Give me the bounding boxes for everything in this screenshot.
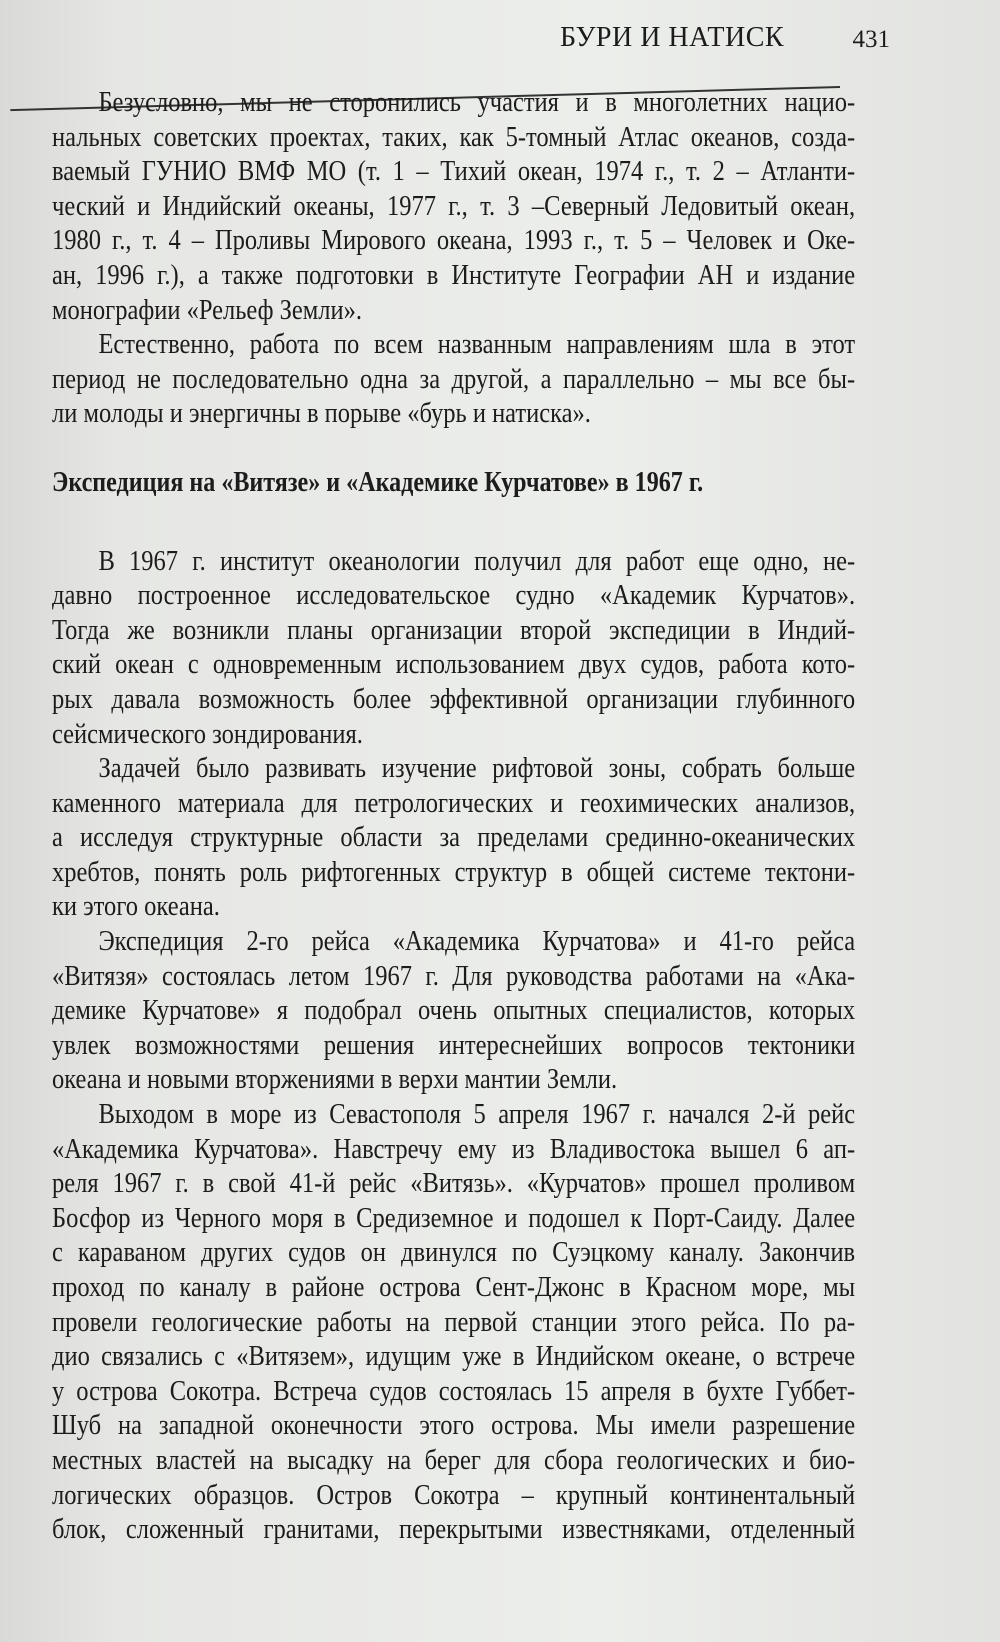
text-line: Экспедиция 2-го рейса «Академика Курчатова» и 41-го рейса [98,926,856,958]
text-line: Тогда же возникли планы организации второй экспедиции в Индий- [52,614,856,646]
running-header [560,22,890,62]
running-title: БУРИ И НАТИСК [560,22,785,53]
page-number: 431 [852,26,890,53]
text-line: 1980 г., т. 4 – Проливы Мирового океана, 1993 г., т. 5 – Человек и Оке- [52,225,856,257]
text-line: у острова Сокотра. Встреча судов состоялась 15 апреля в бухте Губбет- [52,1375,856,1407]
text-line: каменного материала для петрологических и геохимических анализов, [52,787,856,819]
text-line: местных властей на высадку на берег для сбора геологических и био- [52,1444,856,1476]
text-line: реля 1967 г. в свой 41-й рейс «Витязь». «Курчатов» прошел проливом [52,1168,856,1200]
text-line: Шуб на западной оконечности этого острова. Мы имели разрешение [52,1410,856,1442]
text-line: сейсмического зондирования. [52,718,363,750]
text-line: период не последовательно одна за другой, а параллельно – мы все бы- [52,363,856,395]
text-line: Безусловно, мы не сторонились участия и в многолетних нацио- [98,87,856,118]
paragraph [52,545,855,753]
text-line: «Академика Курчатова». Навстречу ему из Владивостока вышел 6 ап- [52,1133,856,1165]
page-body-text [52,86,855,1548]
text-line: «Витязя» состоялась летом 1967 г. Для руководства работами на «Ака- [52,960,856,992]
text-line: Босфор из Черного моря в Средиземное и подошел к Порт-Саиду. Далее [52,1202,856,1234]
text-line: океана и новыми вторжениями в верхи мантии Земли. [52,1064,618,1096]
paragraph [52,1098,855,1548]
text-line: Выходом в море из Севастополя 5 апреля 1967 г. начался 2-й рейс [98,1099,856,1131]
text-line: демике Курчатове» я подобрал очень опытных специалистов, которых [52,995,856,1027]
text-line: с караваном других судов он двинулся по Суэцкому каналу. Закончив [52,1237,856,1269]
text-line: рых давала возможность более эффективной организации глубинного [52,683,856,715]
section-heading: Экспедиция на «Витязе» и «Академике Курчатове» в 1967 г. [52,466,704,498]
paragraph [52,925,855,1098]
text-line: монографии «Рельеф Земли». [52,294,363,326]
text-line: а исследуя структурные области за пределами срединно-океанических [52,822,856,854]
text-line: В 1967 г. институт океанологии получил для работ еще одно, не- [98,545,856,577]
text-line: ческий и Индийский океаны, 1977 г., т. 3 –Северный Ледовитый океан, [52,190,856,222]
text-line: ваемый ГУНИО ВМФ МО (т. 1 – Тихий океан, 1974 г., т. 2 – Атланти- [52,156,856,188]
text-line: ский океан с одновременным использованием двух судов, работа кото- [52,649,856,681]
text-line: увлек возможностями решения интереснейших вопросов тектоники [52,1029,856,1061]
text-line: блок, сложенный гранитами, перекрытыми известняками, отделенный [52,1514,856,1546]
text-line: провели геологические работы на первой станции этого рейса. По ра- [52,1306,856,1338]
paragraph [52,752,855,925]
text-line: логических образцов. Остров Сокотра – крупный континентальный [52,1479,856,1511]
text-line: дио связались с «Витязем», идущим уже в Индийском океане, о встрече [52,1341,856,1373]
text-line: хребтов, понять роль рифтогенных структур в общей системе тектони- [52,856,856,888]
text-line: ан, 1996 г.), а также подготовки в Институте Географии АН и издание [52,259,856,291]
text-line: нальных советских проектах, таких, как 5-томный Атлас океанов, созда- [52,121,856,153]
text-line: проход по каналу в районе острова Сент-Джонс в Красном море, мы [52,1272,856,1303]
paragraph [52,328,855,432]
text-line: Естественно, работа по всем названным направлениям шла в этот [98,329,856,361]
text-line: давно построенное исследовательское судно «Академик Курчатов». [52,580,856,612]
text-line: ки этого океана. [52,891,220,923]
text-line: Задачей было развивать изучение рифтовой зоны, собрать больше [98,753,856,785]
paragraph [52,86,855,328]
text-line: ли молоды и энергичны в порыве «бурь и натиска». [52,398,591,430]
